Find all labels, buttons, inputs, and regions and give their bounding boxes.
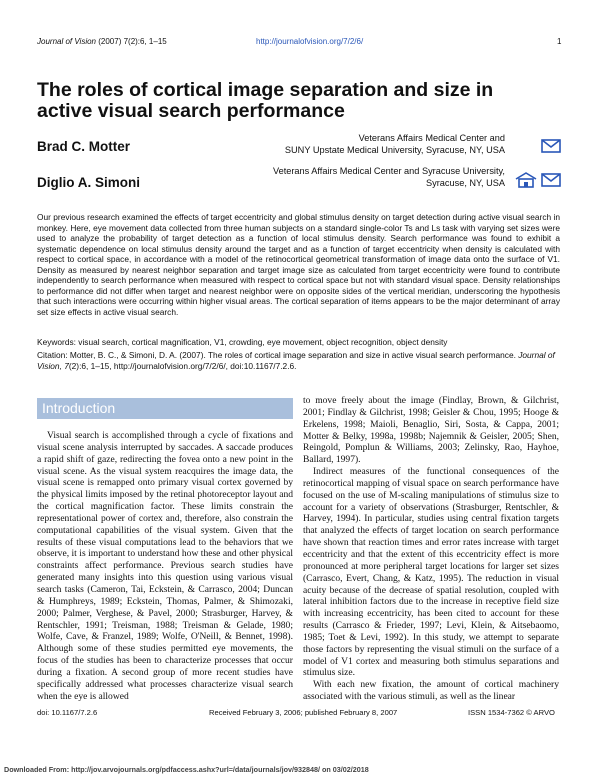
author-name-2: Diglio A. Simoni bbox=[37, 175, 140, 190]
citation bbox=[37, 350, 560, 371]
envelope-icon[interactable] bbox=[541, 173, 561, 187]
affiliation-1-line-1: Veterans Affairs Medical Center and bbox=[358, 133, 505, 143]
title-line-2: active visual search performance bbox=[37, 100, 345, 122]
journal-name: Journal of Vision bbox=[37, 37, 96, 46]
author-affiliation-1 bbox=[205, 133, 505, 156]
citation-text: Citation: Motter, B. C., & Simoni, D. A. (2007). The roles of cortical image separation and size in active visual search performance. bbox=[37, 350, 516, 360]
left-column bbox=[37, 430, 293, 702]
paragraph: With each new fixation, the amount of cortical machinery associated with the various stimuli, as well as the linear bbox=[303, 679, 559, 703]
envelope-icon[interactable] bbox=[541, 139, 561, 153]
download-stamp: Downloaded From: http://jov.arvojournals.org/pdfaccess.ashx?url=/data/journals/jov/932848/ on 03/02/2018 bbox=[4, 765, 369, 774]
right-column bbox=[303, 395, 559, 703]
journal-citation: (2007) 7(2):6, 1–15 bbox=[98, 37, 167, 46]
keywords: Keywords: visual search, cortical magnification, V1, crowding, eye movement, object recognition, object density bbox=[37, 337, 448, 347]
author-name-1: Brad C. Motter bbox=[37, 139, 131, 154]
paragraph: Indirect measures of the functional consequences of the retinocortical mapping of visual space on search performance have focused on the use of M-scaling manipulations of stimulus size to account for a variety of observations (Strasburger, Rentschler, & Harvey, 1994). In particular, studies using central fixation targets that analyzed the effects of target location on search performance have shown that reaction times and error rates increase with target eccentricity and that the extent of this eccentricity effect is more pronounced at more peripheral target locations for larger set sizes (Carrasco, Evert, Chang, & Katz, 1995). The reduction in visual acuity because of the decrease of spatial resolution, coupled with lateral inhibition factors due to the increase in receptive field size with increasing eccentricity, has been cited to account for these results (Carrasco & Frieder, 1997; Levi, Klein, & Aitsebaomo, 1985; Toet & Levi, 1992). In this study, we attempt to separate those factors by representing the visual stimuli on the surface of a model of V1 cortex and measuring both stimulus separations and stimulus size. bbox=[303, 466, 559, 679]
citation-rest: (2):6, 1–15, http://journalofvision.org/7/2/6/, doi:10.1167/7.2.6. bbox=[68, 360, 297, 371]
affiliation-2-line-2: Syracuse, NY, USA bbox=[426, 177, 505, 188]
citation-volume: 7 bbox=[64, 360, 69, 371]
citation-journal: Journal of Vision, bbox=[37, 350, 555, 371]
footer-doi: doi: 10.1167/7.2.6 bbox=[37, 708, 98, 717]
affiliation-2-line-1: Veterans Affairs Medical Center and Syracuse University, bbox=[272, 166, 505, 176]
paragraph: to move freely about the image (Findlay, Brown, & Gilchrist, 2001; Findlay & Gilchrist, 1998; Geisler & Chou, 1995; Hooge & Erkelens, 1998; Maioli, Benaglio, Siri, Sosta, & Cappa, 2001; Motter & Belky, 1998a, 1998b; Najemnik & Geisler, 2005; Shen, Reingold, Pomplun & Williams, 2003; Zelinsky, Rao, Hayhoe, Ballard, 1997). bbox=[303, 395, 559, 466]
running-header-citation bbox=[37, 37, 167, 46]
title-line-1: The roles of cortical image separation and size in bbox=[37, 79, 494, 101]
home-page-icon[interactable] bbox=[515, 172, 537, 188]
paragraph: Visual search is accomplished through a cycle of fixations and visual scene analysis interrupted by saccades. A saccade produces a rapid shift of gaze, redirecting the fovea onto a new point in the visual scene. As the visual system reacquires the image data, the visual scene is remapped onto primary visual cortex governed by the physical limits imposed by the retinal photoreceptor layout and the cortical magnification factor. These limits constrain the representational power of cortex and, therefore, also constrain the computational capabilities of the visual system. Given that the results of these visual computations lead to the behaviors that we observe, it is important to understand how these and other physical constraints affect performance. Previous search studies have generated many insights into this question using various visual search tasks (Cameron, Tai, Eckstein, & Carrasco, 2004; Duncan & Humphreys, 1989; Eckstein, Thomas, Palmer, & Shimozaki, 2000; Palmer, Verghese, & Pavel, 2000; Strasburger, Harvey, & Rentschler, 1991; Treisman, 1988; Treisman & Gelade, 1980; Wolfe, Cave, & Franzel, 1989; Wolfe, O'Neill, & Bennet, 1998). Although some of these studies permitted eye movements, the focus of the studies has been to characterize processes that occur during a fixation. A second group of more recent studies have specifically addressed what processes characterize visual search when the eye is allowed bbox=[37, 430, 293, 702]
section-heading: Introduction bbox=[42, 400, 116, 416]
journal-url-link[interactable]: http://journalofvision.org/7/2/6/ bbox=[256, 37, 364, 46]
affiliation-1-line-2: SUNY Upstate Medical University, Syracuse, NY, USA bbox=[284, 144, 505, 155]
page-number: 1 bbox=[557, 37, 562, 46]
paper-title bbox=[37, 80, 557, 122]
author-affiliation-2 bbox=[205, 166, 505, 189]
footer-received: Received February 3, 2006; published February 8, 2007 bbox=[209, 708, 398, 717]
abstract: Our previous research examined the effects of target eccentricity and global stimulus density on target detection during active visual search in monkey. Here, eye movement data collected from three human subjects on a standard single-color Ts and Ls task with varying set sizes were used to analyze the probability of target detection as a function of local stimulus density. Search performance was found to exhibit a systematic dependence on local stimulus density around the target and as a function of target eccentricity when density is calculated with respect to cortical space, in accordance with a model of the retinocortical geometrical transformation of image data onto the surface of V1. Density as measured by nearest neighbor separation and target image size as calculated from target eccentricity were found to contribute independently to search performance when measured with respect to cortical space but not with standard visual space. Density relationships to performance did not differ when target and nearest neighbor were on opposite sides of the vertical meridian, underscoring the hypothesis that such interactions were occurring within higher visual areas. The cortical separation of items appears to be the major determinant of array set size effects in active visual search. bbox=[37, 212, 560, 317]
footer-issn: ISSN 1534-7362 © ARVO bbox=[468, 708, 555, 717]
